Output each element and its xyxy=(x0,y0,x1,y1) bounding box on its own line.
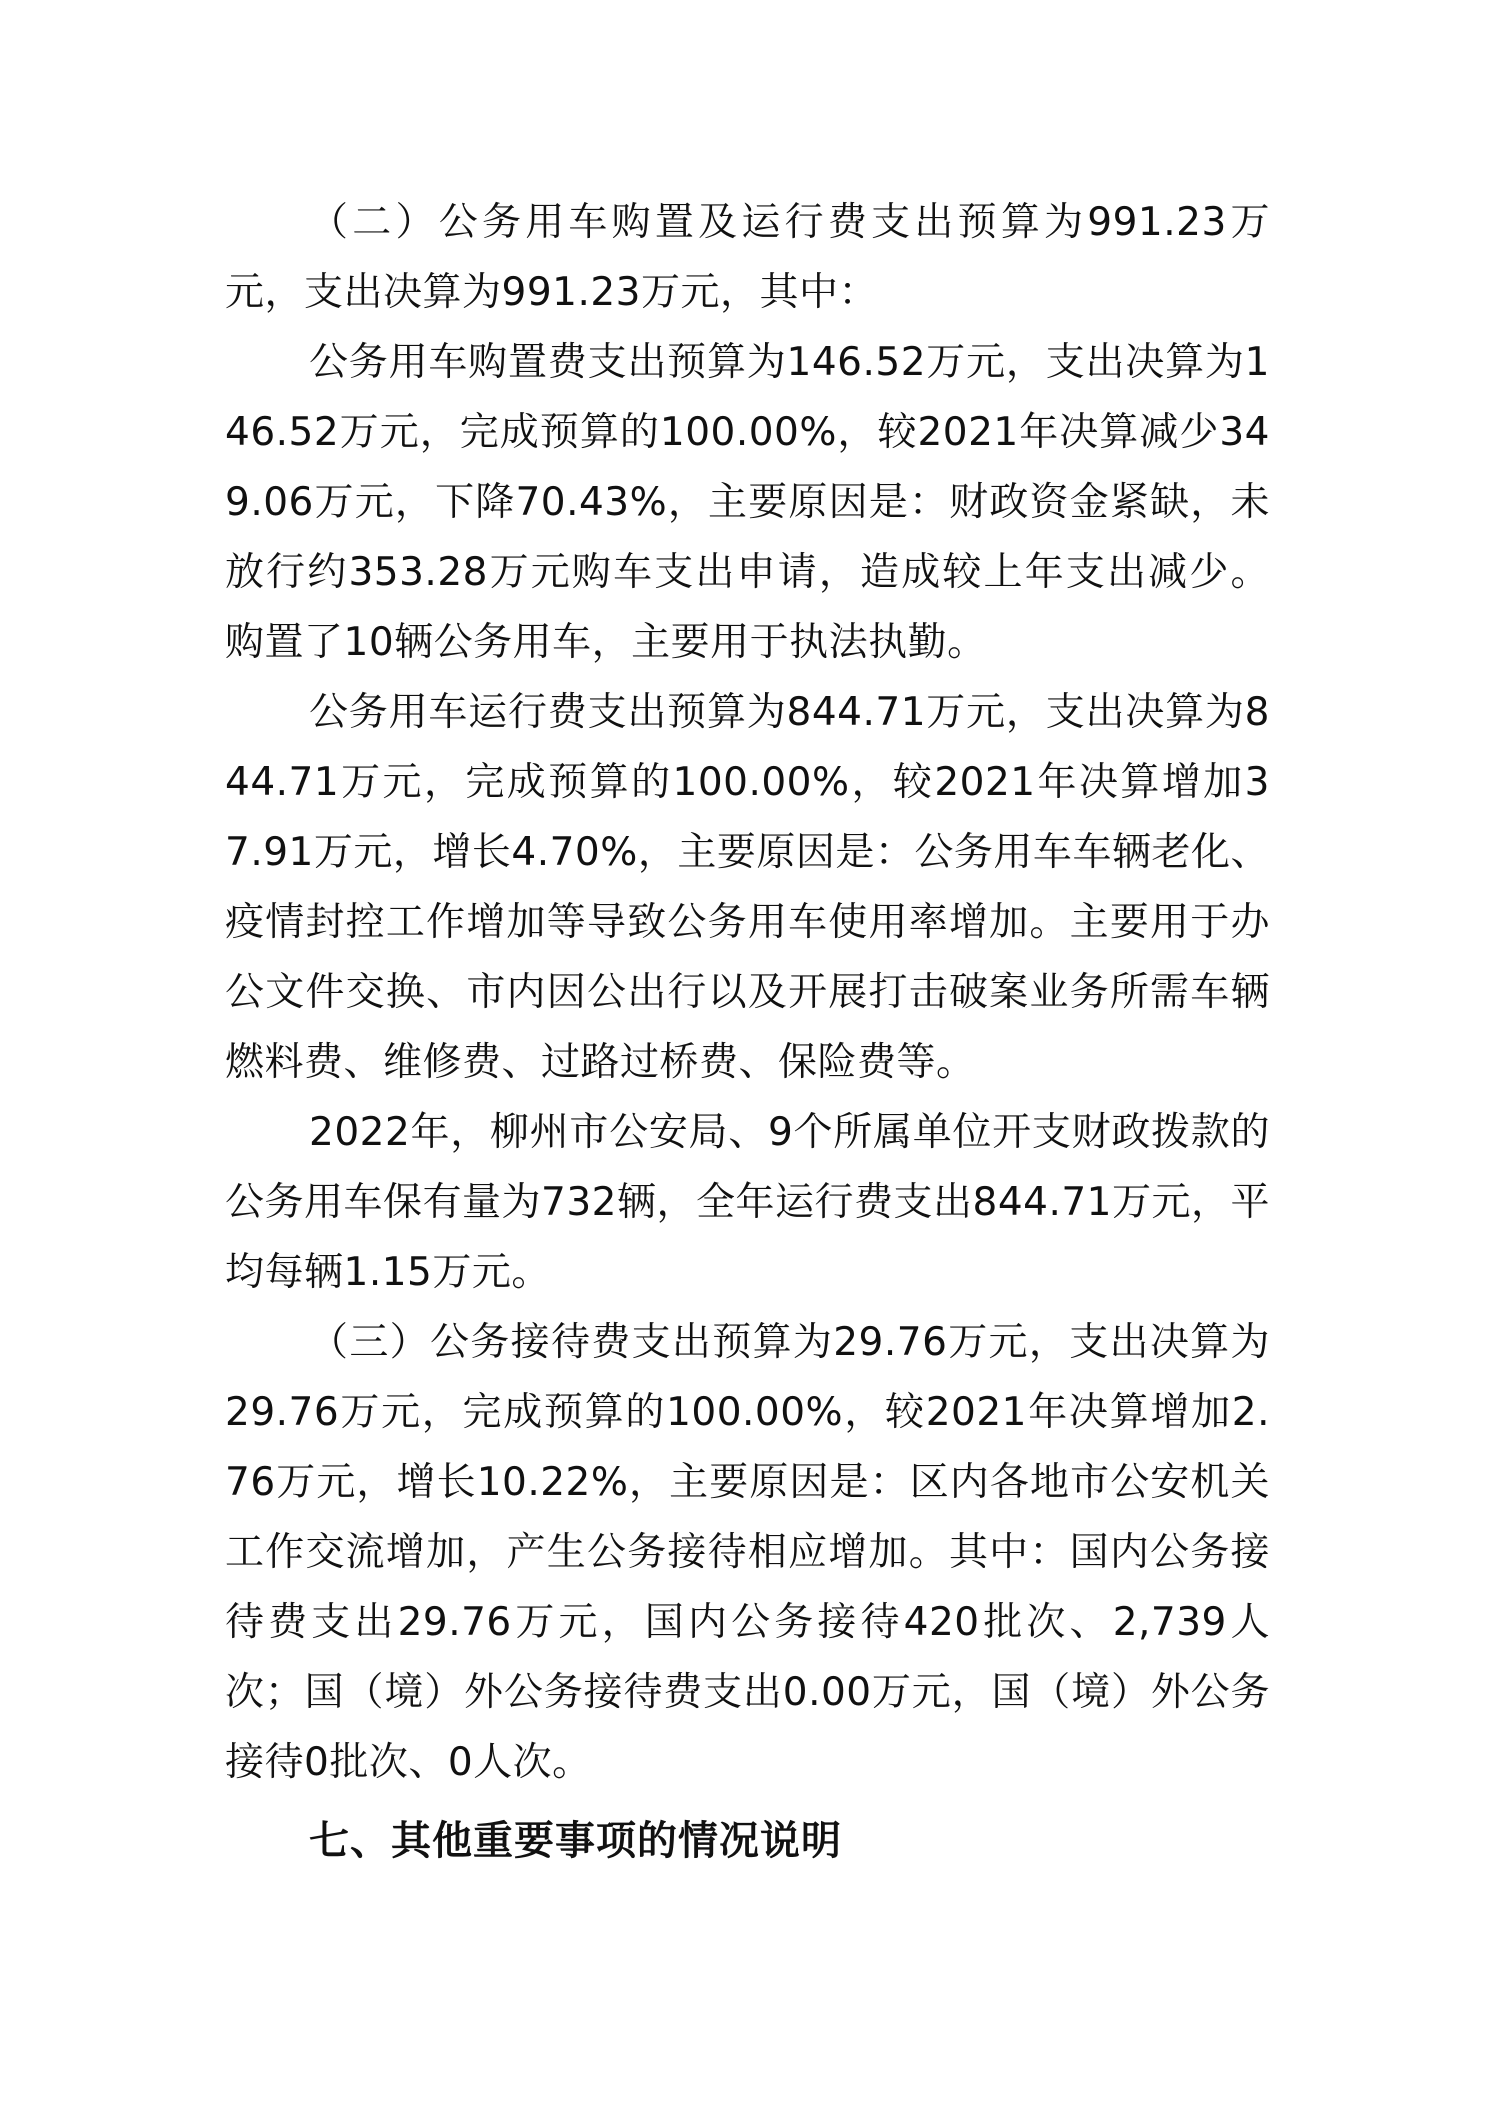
paragraph-vehicle-holdings: 2022年，柳州市公安局、9个所属单位开支财政拨款的公务用车保有量为732辆，全年运行费支出844.71万元，平均每辆1.15万元。 xyxy=(225,1110,1270,1295)
paragraph-vehicle-purchase: 公务用车购置费支出预算为146.52万元，支出决算为146.52万元，完成预算的100.00%，较2021年决算减少349.06万元，下降70.43%，主要原因是：财政资金紧缺，未放行约353.28万元购车支出申请，造成较上年支出减少。购置了10辆公务用车，主要用于执法执勤。 xyxy=(225,340,1270,665)
document-body xyxy=(225,188,1270,1876)
section-heading-other-matters: 七、其他重要事项的情况说明 xyxy=(309,1818,842,1864)
paragraph-reception-expense: （三）公务接待费支出预算为29.76万元，支出决算为29.76万元，完成预算的100.00%，较2021年决算增加2.76万元，增长10.22%，主要原因是：区内各地市公安机关工作交流增加，产生公务接待相应增加。其中：国内公务接待费支出29.76万元，国内公务接待420批次、2,739人次；国（境）外公务接待费支出0.00万元，国（境）外公务接待0批次、0人次。 xyxy=(225,1320,1270,1785)
paragraph-vehicle-budget: （二）公务用车购置及运行费支出预算为991.23万元，支出决算为991.23万元，其中： xyxy=(225,200,1270,315)
paragraph-vehicle-operation: 公务用车运行费支出预算为844.71万元，支出决算为844.71万元，完成预算的100.00%，较2021年决算增加37.91万元，增长4.70%，主要原因是：公务用车车辆老化、疫情封控工作增加等导致公务用车使用率增加。主要用于办公文件交换、市内因公出行以及开展打击破案业务所需车辆燃料费、维修费、过路过桥费、保险费等。 xyxy=(225,690,1270,1085)
